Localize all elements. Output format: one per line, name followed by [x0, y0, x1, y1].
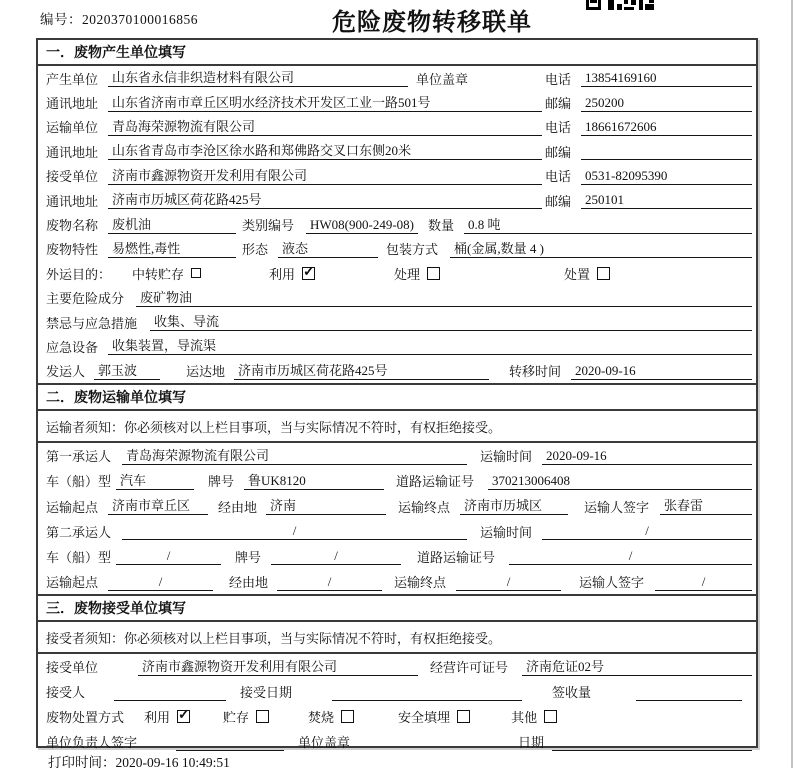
- carrier2-label: 第二承运人: [46, 524, 112, 540]
- form-label: 形态: [242, 242, 269, 258]
- seal-label: 单位盖章: [416, 71, 469, 87]
- row-route1: [38, 493, 756, 518]
- equipment-value: 收集装置，导流渠: [108, 337, 752, 355]
- transporter-label: 运输单位: [46, 120, 99, 136]
- row-producer: [38, 66, 756, 90]
- receiver-zip-value: 250101: [581, 191, 752, 209]
- packing-label: 包装方式: [386, 242, 439, 258]
- transporter-address-value: 山东省青岛市李沧区徐水路和郑佛路交叉口东侧20米: [108, 142, 542, 160]
- checkbox-icon: [177, 710, 190, 723]
- row-waste-traits: [38, 237, 756, 261]
- producer-zip-value: 250200: [581, 94, 752, 112]
- unit-seal-label: 单位盖章: [298, 735, 351, 751]
- vehicle-type-value: /: [116, 547, 221, 565]
- zip-label: 邮编: [545, 193, 572, 209]
- row-waste-name: [38, 212, 756, 236]
- plate-label: 牌号: [208, 474, 235, 490]
- page-title: 危险废物转移联单: [332, 10, 532, 36]
- option-label: 利用: [144, 710, 171, 726]
- emergency-label: 禁忌与应急措施: [46, 315, 138, 331]
- traits-label: 废物特性: [46, 242, 99, 258]
- qr-code-icon: [586, 0, 654, 11]
- option-treat: [394, 264, 440, 283]
- transport-time-label: 运输时间: [480, 449, 533, 465]
- equipment-label: 应急设备: [46, 339, 99, 355]
- row-route2: [38, 569, 756, 594]
- packing-value: 桶(金属,数量 4 ): [450, 240, 752, 258]
- acceptor-label: 接受人: [46, 685, 86, 701]
- print-time: [48, 751, 230, 768]
- vehicle-type-label: 车（船）型: [46, 549, 112, 565]
- route-end-label: 运输终点: [398, 499, 451, 515]
- acceptor-value: [114, 683, 226, 701]
- accept-unit-label: 接受单位: [46, 660, 99, 676]
- producer-address-value: 山东省济南市章丘区明水经济技术开发区工业一路501号: [108, 94, 542, 112]
- carrier1-value: 青岛海荣源物流有限公司: [122, 447, 467, 465]
- transport-time-label: 运输时间: [480, 524, 533, 540]
- checkbox-icon: [256, 710, 269, 723]
- category-value: HW08(900-249-08): [306, 216, 418, 234]
- form-value: 液态: [278, 240, 378, 258]
- option-label: 中转贮存: [132, 266, 185, 282]
- transport-time-value: 2020-09-16: [542, 447, 752, 465]
- route-via-label: 经由地: [229, 575, 269, 591]
- option-utilize: [269, 264, 315, 283]
- option-store: [223, 707, 269, 726]
- date-label: 日期: [518, 735, 545, 751]
- section2-header: 二．废物运输单位填写: [38, 383, 756, 411]
- option-dispose: [564, 264, 610, 283]
- address-label: 通讯地址: [46, 96, 99, 112]
- row-transporter-address: [38, 139, 756, 163]
- manifest-form: [36, 38, 758, 751]
- plate-value: 鲁UK8120: [244, 472, 384, 490]
- accept-unit-value: 济南市鑫源物资开发利用有限公司: [138, 658, 418, 676]
- transporter-value: 青岛海荣源物流有限公司: [108, 118, 542, 136]
- row-carrier2: [38, 519, 756, 544]
- date-value: [552, 733, 752, 751]
- option-label: 处理: [394, 266, 421, 282]
- option-label: 处置: [564, 266, 591, 282]
- receiver-value: 济南市鑫源物资开发利用有限公司: [108, 167, 542, 185]
- quantity-label: 数量: [428, 218, 455, 234]
- category-label: 类别编号: [242, 218, 295, 234]
- carrier-sign-label: 运输人签字: [584, 499, 650, 515]
- option-label: 利用: [269, 266, 296, 282]
- destination-label: 运达地: [186, 364, 226, 380]
- option-incinerate: [308, 707, 354, 726]
- route-end-label: 运输终点: [394, 575, 447, 591]
- accept-date-value: [332, 683, 522, 701]
- vehicle-type-value: 汽车: [116, 472, 194, 490]
- section3-header: 三．废物接受单位填写: [38, 594, 756, 622]
- phone-label: 电话: [545, 120, 572, 136]
- row-accept-unit: [38, 654, 756, 679]
- carrier-sign-label: 运输人签字: [579, 575, 645, 591]
- purpose-label: 外运目的：: [46, 266, 112, 282]
- permit-value: 370213006408: [488, 472, 752, 490]
- row-hazard-component: [38, 286, 756, 310]
- phone-label: 电话: [545, 71, 572, 87]
- row-producer-address: [38, 90, 756, 114]
- document-number-label: 编号：: [40, 12, 82, 27]
- route-start-label: 运输起点: [46, 575, 99, 591]
- page-edge-divider: [791, 0, 793, 768]
- option-label: 焚烧: [308, 710, 335, 726]
- route-start-value: /: [108, 573, 213, 591]
- row-emergency-measures: [38, 310, 756, 334]
- waste-name-value: 废机油: [108, 216, 236, 234]
- checkbox-icon: [191, 268, 201, 278]
- transfer-time-label: 转移时间: [509, 364, 562, 380]
- emergency-value: 收集、导流: [150, 313, 752, 331]
- received-qty-value: [636, 683, 742, 701]
- address-label: 通讯地址: [46, 193, 99, 209]
- route-end-value: /: [456, 573, 561, 591]
- row-dispatcher: [38, 359, 756, 383]
- row-vehicle1: [38, 468, 756, 493]
- option-label: 其他: [511, 710, 538, 726]
- section3-notice: 接受者须知：你必须核对以上栏目事项，当与实际情况不符时，有权拒绝接受。: [38, 622, 756, 654]
- permit-value: /: [509, 547, 752, 565]
- route-start-value: 济南市章丘区: [108, 497, 208, 515]
- route-via-value: /: [277, 573, 382, 591]
- producer-value: 山东省永信非织造材料有限公司: [108, 69, 408, 87]
- row-emergency-equipment: [38, 334, 756, 358]
- responsible-sign-value: [176, 733, 284, 751]
- license-value: 济南危证02号: [522, 658, 752, 676]
- disposal-label: 废物处置方式: [46, 710, 125, 726]
- dispatcher-label: 发运人: [46, 364, 86, 380]
- print-time-label: 打印时间：: [48, 755, 116, 768]
- transporter-phone-value: 18661672606: [581, 118, 752, 136]
- carrier2-value: /: [122, 522, 467, 540]
- zip-label: 邮编: [545, 96, 572, 112]
- option-utilize: [144, 707, 190, 726]
- permit-label: 道路运输证号: [417, 549, 496, 565]
- receiver-phone-value: 0531-82095390: [581, 167, 752, 185]
- document-number-value: 2020370100016856: [82, 12, 198, 27]
- section1-header: 一．废物产生单位填写: [38, 40, 756, 66]
- hazard-label: 主要危险成分: [46, 291, 125, 307]
- plate-label: 牌号: [235, 549, 262, 565]
- carrier-sign-value: 张春雷: [660, 497, 752, 515]
- row-vehicle2: [38, 544, 756, 569]
- producer-phone-value: 13854169160: [581, 69, 752, 87]
- row-transfer-purpose: [38, 261, 756, 285]
- producer-label: 产生单位: [46, 71, 99, 87]
- row-receiver-address: [38, 188, 756, 212]
- responsible-sign-label: 单位负责人签字: [46, 735, 138, 751]
- receiver-label: 接受单位: [46, 169, 99, 185]
- route-via-label: 经由地: [218, 499, 258, 515]
- received-qty-label: 签收量: [552, 685, 592, 701]
- destination-value: 济南市历城区荷花路425号: [234, 362, 489, 380]
- waste-name-label: 废物名称: [46, 218, 99, 234]
- route-start-label: 运输起点: [46, 499, 99, 515]
- option-transfer-storage: [132, 264, 201, 283]
- option-label: 贮存: [223, 710, 250, 726]
- transport-time-value: /: [542, 522, 752, 540]
- transporter-zip-value: [581, 142, 752, 160]
- row-disposal-method: [38, 704, 756, 729]
- checkbox-icon: [427, 267, 440, 280]
- traits-value: 易燃性,毒性: [108, 240, 236, 258]
- plate-value: /: [271, 547, 401, 565]
- address-label: 通讯地址: [46, 144, 99, 160]
- route-end-value: 济南市历城区: [460, 497, 568, 515]
- receiver-address-value: 济南市历城区荷花路425号: [108, 191, 542, 209]
- carrier-sign-value: /: [655, 573, 752, 591]
- hazard-value: 废矿物油: [136, 289, 752, 307]
- row-acceptor: [38, 679, 756, 704]
- row-transporter: [38, 115, 756, 139]
- option-label: 安全填埋: [398, 710, 451, 726]
- carrier1-label: 第一承运人: [46, 449, 112, 465]
- document-number: [40, 8, 198, 28]
- phone-label: 电话: [545, 169, 572, 185]
- accept-date-label: 接受日期: [240, 685, 293, 701]
- permit-label: 道路运输证号: [396, 474, 475, 490]
- dispatcher-value: 郭玉波: [94, 362, 160, 380]
- checkbox-icon: [597, 267, 610, 280]
- option-landfill: [398, 707, 470, 726]
- checkbox-icon: [302, 267, 315, 280]
- vehicle-type-label: 车（船）型: [46, 474, 112, 490]
- section2-notice: 运输者须知：你必须核对以上栏目事项，当与实际情况不符时，有权拒绝接受。: [38, 411, 756, 443]
- zip-label: 邮编: [545, 144, 572, 160]
- quantity-value: 0.8 吨: [464, 216, 752, 234]
- row-receiver: [38, 164, 756, 188]
- print-time-value: 2020-09-16 10:49:51: [115, 755, 230, 768]
- row-carrier1: [38, 443, 756, 468]
- checkbox-icon: [457, 710, 470, 723]
- option-other: [511, 707, 557, 726]
- route-via-value: 济南: [266, 497, 386, 515]
- checkbox-icon: [544, 710, 557, 723]
- checkbox-icon: [341, 710, 354, 723]
- license-label: 经营许可证号: [430, 660, 509, 676]
- transfer-time-value: 2020-09-16: [571, 362, 752, 380]
